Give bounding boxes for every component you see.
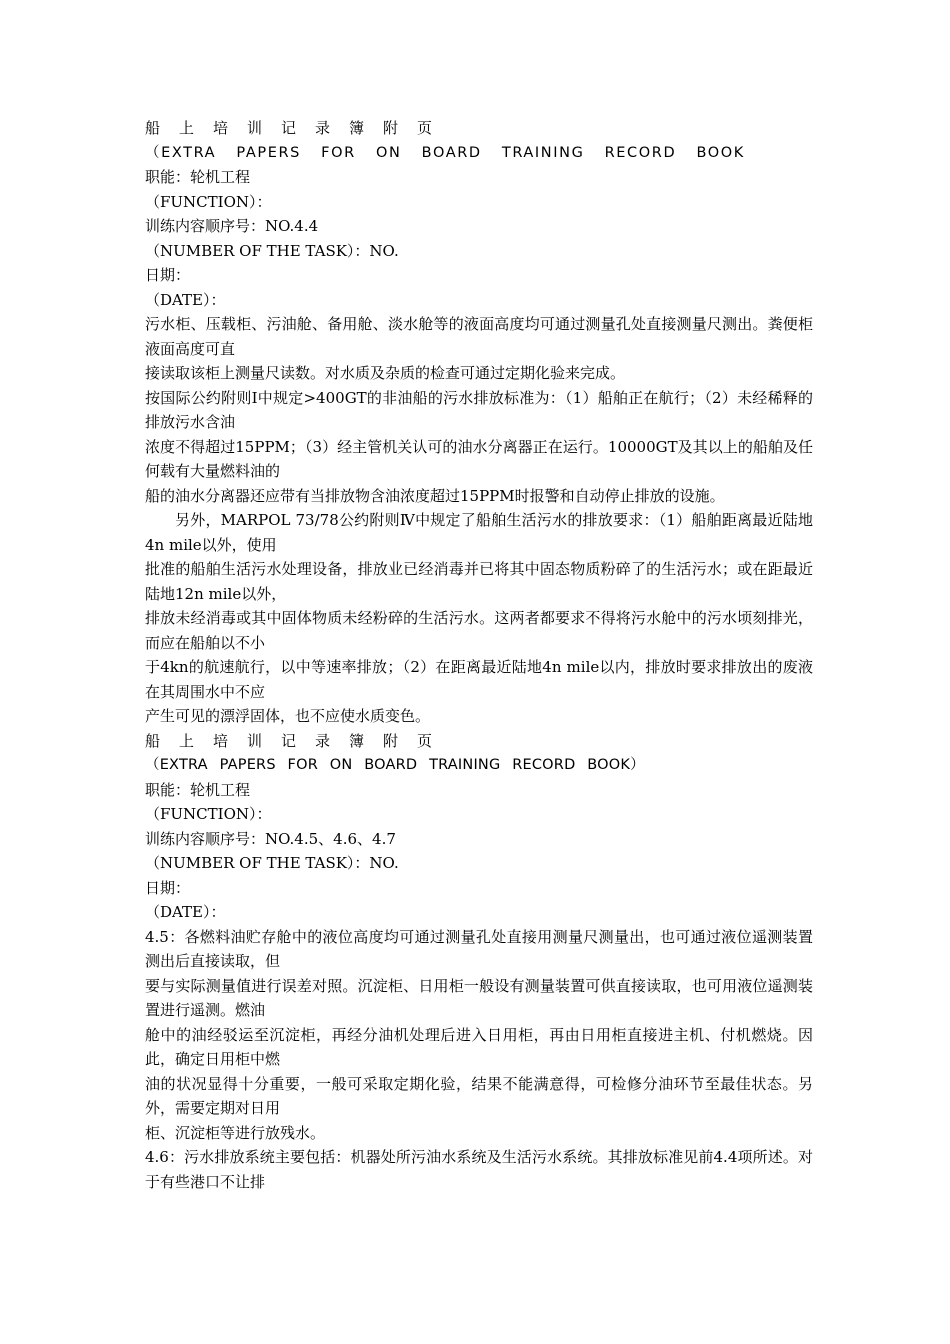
body-paragraph: 舱中的油经驳运至沉淀柜，再经分油机处理后进入日用柜，再由日用柜直接进主机、付机燃烧。因此，确定日用柜中燃 [145, 1025, 813, 1068]
record-english-title: （EXTRA PAPERS FOR ON BOARD TRAINING RECORD BOOK） [145, 757, 645, 773]
body-paragraph: 另外，MARPOL 73/78公约附则Ⅳ中规定了船舶生活污水的排放要求：（1）船舶距离最近陆地4n mile以外，使用 [145, 511, 813, 554]
body-paragraph: 于4kn的航速航行，以中等速率排放；（2）在距离最近陆地4n mile以内，排放时要求排放出的废液在其周围水中不应 [145, 658, 813, 701]
body-paragraph: 船的油水分离器还应带有当排放物含油浓度超过15PPM时报警和自动停止排放的设施。 [145, 486, 725, 505]
body-paragraph: 按国际公约附则Ⅰ中规定>400GT的非油船的污水排放标准为：（1）船舶正在航行；（2）未经稀释的排放污水含油 [145, 388, 813, 431]
body-paragraph: 4.5：各燃料油贮存舱中的液位高度均可通过测量孔处直接用测量尺测量出，也可通过液位遥测装置测出后直接读取，但 [145, 927, 813, 970]
function-label-cn: 职能：轮机工程 [145, 780, 251, 799]
record-heading: 船上培训记录簿附页 [145, 731, 452, 750]
task-number-en: （NUMBER OF THE TASK）：NO. [145, 241, 399, 260]
body-paragraph: 接读取该柜上测量尺读数。对水质及杂质的检查可通过定期化验来完成。 [145, 364, 626, 382]
task-number-cn: 训练内容顺序号：NO.4.4 [145, 217, 319, 235]
function-label-en: （FUNCTION）： [145, 805, 272, 823]
body-paragraph: 浓度不得超过15PPM；（3）经主管机关认可的油水分离器正在运行。10000GT及其以上的船舶及任何载有大量燃料油的 [145, 437, 813, 480]
date-label-cn: 日期： [145, 878, 191, 897]
record-heading: 船上培训记录簿附页 [145, 119, 452, 137]
function-label-en: （FUNCTION）： [145, 192, 272, 211]
document-body [145, 116, 813, 1194]
body-paragraph: 污水柜、压载柜、污油舱、备用舱、淡水舱等的液面高度均可通过测量孔处直接测量尺测出。粪便柜液面高度可直 [145, 315, 813, 358]
body-paragraph: 批准的船舶生活污水处理设备，排放业已经消毒并已将其中固态物质粉碎了的生活污水；或在距最近陆地12n mile以外， [145, 560, 813, 603]
function-label-cn: 职能：轮机工程 [145, 168, 251, 186]
task-number-cn: 训练内容顺序号：NO.4.5、4.6、4.7 [145, 829, 396, 848]
record-english-title: （EXTRA PAPERS FOR ON BOARD TRAINING RECORD BOOK [145, 144, 745, 161]
body-paragraph: 要与实际测量值进行误差对照。沉淀柜、日用柜一般设有测量装置可供直接读取，也可用液位遥测装置进行遥测。燃油 [145, 976, 813, 1019]
date-label-en: （DATE）： [145, 290, 226, 309]
body-paragraph: 柜、沉淀柜等进行放残水。 [145, 1123, 326, 1142]
body-paragraph: 产生可见的漂浮固体，也不应使水质变色。 [145, 707, 431, 725]
body-paragraph: 油的状况显得十分重要，一般可采取定期化验，结果不能满意得，可检修分油环节至最佳状态。另外，需要定期对日用 [145, 1074, 813, 1117]
body-paragraph: 排放未经消毒或其中固体物质未经粉碎的生活污水。这两者都要求不得将污水舱中的污水顷刻排光，而应在船舶以不小 [145, 609, 813, 652]
body-paragraph: 4.6：污水排放系统主要包括：机器处所污油水系统及生活污水系统。其排放标准见前4.4项所述。对于有些港口不让排 [145, 1148, 813, 1191]
date-label-en: （DATE）： [145, 903, 226, 921]
date-label-cn: 日期： [145, 266, 191, 284]
task-number-en: （NUMBER OF THE TASK）：NO. [145, 854, 399, 872]
